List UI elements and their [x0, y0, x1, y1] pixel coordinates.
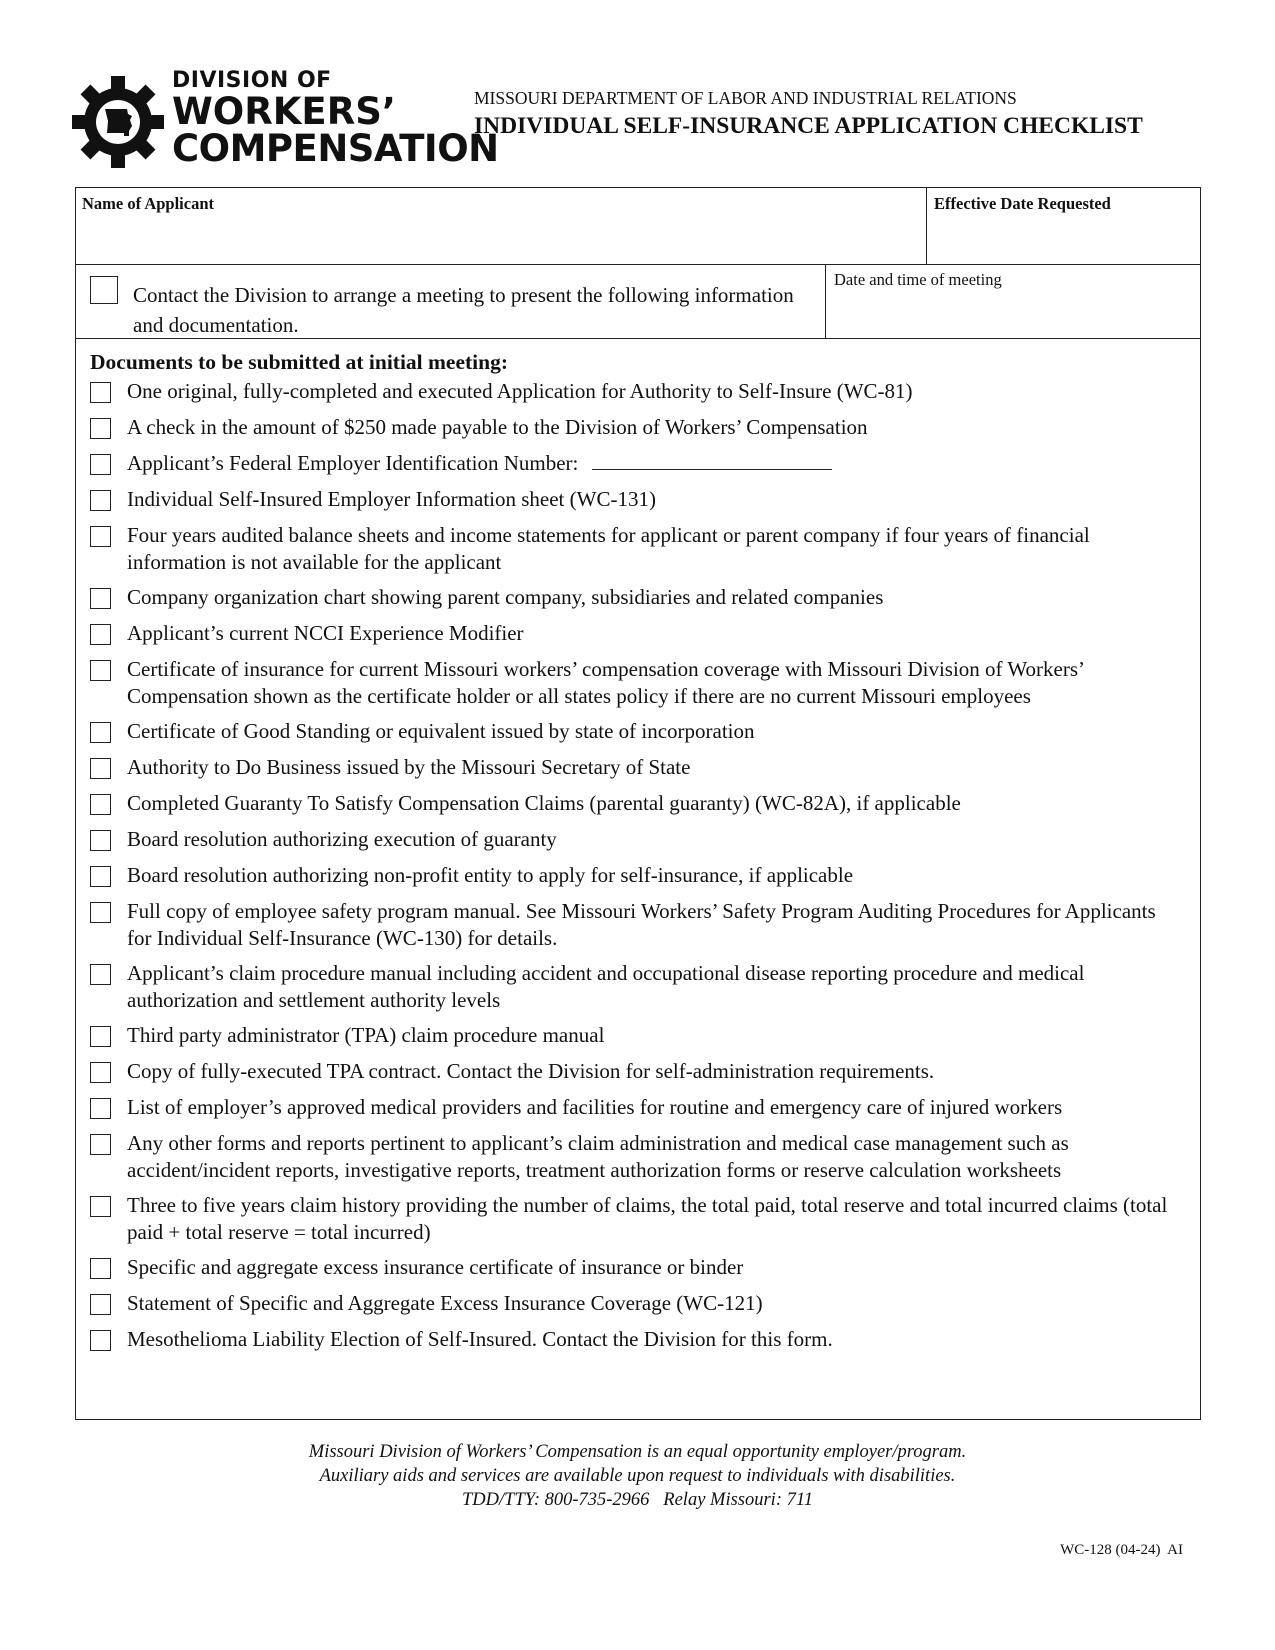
item-checkbox[interactable] [90, 830, 111, 851]
divider [926, 188, 927, 264]
item-checkbox[interactable] [90, 526, 111, 547]
item-text: Applicant’s claim procedure manual including accident and occupational disease reporting procedure and medical authorization and settlement authority levels [127, 961, 1085, 1012]
name-of-applicant-label: Name of Applicant [82, 194, 214, 213]
meeting-row [76, 264, 1200, 339]
item-checkbox[interactable] [90, 1062, 111, 1083]
gear-missouri-icon [72, 76, 164, 168]
item-text: One original, fully-completed and executed Application for Authority to Self-Insure (WC-81) [127, 379, 913, 403]
meeting-date-label: Date and time of meeting [834, 270, 1002, 289]
item-text: Full copy of employee safety program manual. See Missouri Workers’ Safety Program Auditing Procedures for Applicants for Individual Self-Insurance (WC-130) for details. [127, 899, 1156, 950]
item-text: Certificate of insurance for current Missouri workers’ compensation coverage with Missouri Division of Workers’ Compensation shown as the certificate holder or all states policy if there are no current Missouri employees [127, 657, 1084, 708]
item-text: Specific and aggregate excess insurance certificate of insurance or binder [127, 1255, 744, 1279]
footer-line-3: TDD/TTY: 800-735-2966 Relay Missouri: 711 [462, 1490, 813, 1510]
item-text: A check in the amount of $250 made payable to the Division of Workers’ Compensation [127, 415, 868, 439]
footer-line-1: Missouri Division of Workers’ Compensation is an equal opportunity employer/program. [308, 1442, 967, 1462]
item-checkbox[interactable] [90, 1258, 111, 1279]
form-code: WC-128 (04-24) AI [1060, 1542, 1183, 1558]
item-text: Statement of Specific and Aggregate Excess Insurance Coverage (WC-121) [127, 1291, 763, 1315]
item-checkbox[interactable] [90, 1294, 111, 1315]
item-checkbox[interactable] [90, 1026, 111, 1047]
divider [825, 264, 826, 338]
item-text: Applicant’s current NCCI Experience Modifier [127, 621, 524, 645]
item-checkbox[interactable] [90, 624, 111, 645]
item-text: Third party administrator (TPA) claim procedure manual [127, 1023, 605, 1047]
item-text: Board resolution authorizing execution of guaranty [127, 827, 557, 851]
item-checkbox[interactable] [90, 1134, 111, 1155]
item-text: Individual Self-Insured Employer Information sheet (WC-131) [127, 487, 656, 511]
item-text: Authority to Do Business issued by the Missouri Secretary of State [127, 755, 691, 779]
division-logo [72, 68, 499, 170]
page-title: INDIVIDUAL SELF-INSURANCE APPLICATION CHECKLIST [474, 113, 1143, 139]
item-checkbox[interactable] [90, 490, 111, 511]
item-checkbox[interactable] [90, 1098, 111, 1119]
item-checkbox[interactable] [90, 866, 111, 887]
item-checkbox[interactable] [90, 1196, 111, 1217]
department-name: MISSOURI DEPARTMENT OF LABOR AND INDUSTRIAL RELATIONS [474, 88, 1017, 108]
item-checkbox[interactable] [90, 794, 111, 815]
logo-line-1: DIVISION OF [172, 68, 332, 93]
item-checkbox[interactable] [90, 588, 111, 609]
item-text: Completed Guaranty To Satisfy Compensation Claims (parental guaranty) (WC-82A), if applicable [127, 791, 961, 815]
item-checkbox[interactable] [90, 1330, 111, 1351]
logo-line-2: WORKERS’ [172, 90, 396, 133]
effective-date-label: Effective Date Requested [934, 194, 1111, 213]
contact-division-text: Contact the Division to arrange a meeting to present the following information and documentation. [133, 283, 794, 337]
item-checkbox[interactable] [90, 382, 111, 403]
item-checkbox[interactable] [90, 722, 111, 743]
item-text: Copy of fully-executed TPA contract. Contact the Division for self-administration requirements. [127, 1059, 935, 1083]
item-checkbox[interactable] [90, 454, 111, 475]
fein-input-line[interactable] [592, 451, 832, 470]
item-text: Four years audited balance sheets and income statements for applicant or parent company if four years of financial information is not available for the applicant [127, 523, 1090, 574]
item-text: Certificate of Good Standing or equivalent issued by state of incorporation [127, 719, 755, 743]
logo-line-3: COMPENSATION [172, 127, 499, 170]
item-text: Company organization chart showing parent company, subsidiaries and related companies [127, 585, 884, 609]
item-text: Any other forms and reports pertinent to applicant’s claim administration and medical case management such as accident/incident reports, investigative reports, treatment authorization forms or reserve calculation worksheets [127, 1131, 1069, 1182]
item-checkbox[interactable] [90, 758, 111, 779]
applicant-row [76, 188, 1200, 265]
footer-notice [0, 1440, 1275, 1512]
item-text: Three to five years claim history providing the number of claims, the total paid, total reserve and total incurred claims (total paid + total reserve = total incurred) [127, 1193, 1168, 1244]
documents-heading: Documents to be submitted at initial meeting: [90, 350, 509, 374]
checklist-form [75, 187, 1201, 1420]
item-checkbox[interactable] [90, 902, 111, 923]
item-text: Board resolution authorizing non-profit entity to apply for self-insurance, if applicable [127, 863, 854, 887]
item-text: List of employer’s approved medical providers and facilities for routine and emergency care of injured workers [127, 1095, 1063, 1119]
contact-division-checkbox[interactable] [90, 276, 118, 304]
item-checkbox[interactable] [90, 418, 111, 439]
footer-line-2: Auxiliary aids and services are available upon request to individuals with disabilities. [319, 1466, 956, 1486]
item-text: Applicant’s Federal Employer Identification Number: [127, 451, 579, 475]
item-checkbox[interactable] [90, 964, 111, 985]
item-text: Mesothelioma Liability Election of Self-Insured. Contact the Division for this form. [127, 1327, 833, 1351]
item-checkbox[interactable] [90, 660, 111, 681]
